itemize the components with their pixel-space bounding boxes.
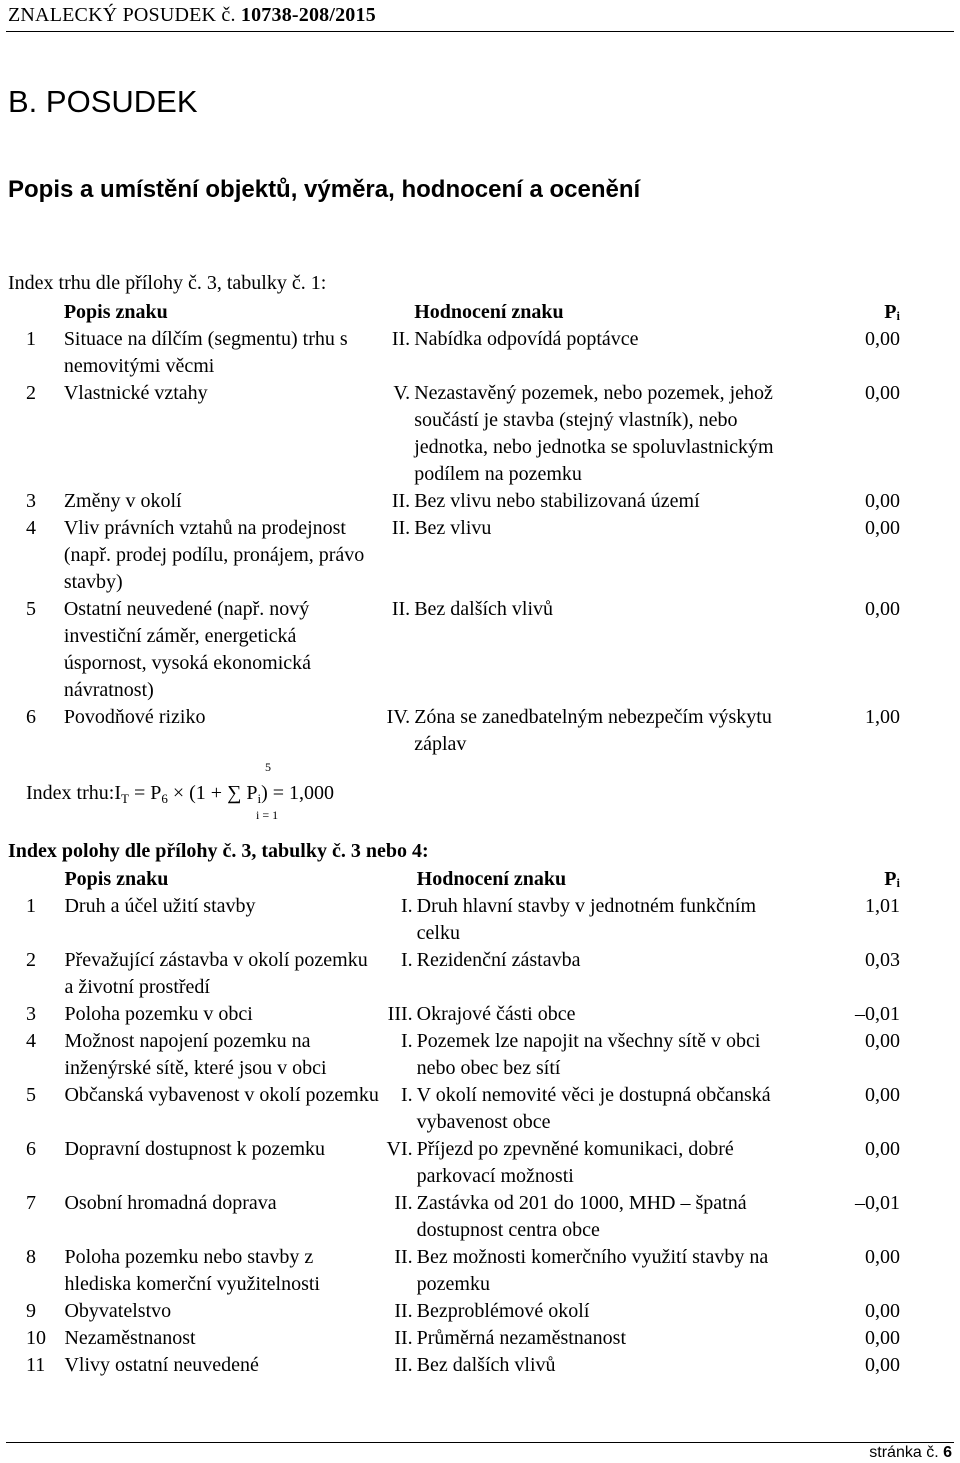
table-row: [0, 596, 960, 704]
table-row: [0, 515, 960, 596]
footer-label: stránka č.: [869, 1444, 939, 1461]
row-evaluation: Zóna se zanedbatelným nebezpečím výskytu záplav: [414, 706, 772, 755]
table-row: [0, 947, 960, 1001]
column-header-evaluation: Hodnocení znaku: [414, 301, 564, 323]
formula-label: Index trhu:: [26, 782, 115, 804]
row-grade: II.: [394, 1246, 413, 1268]
row-pi-value: 0,00: [865, 1246, 900, 1268]
row-pi-value: 0,00: [865, 328, 900, 350]
row-number: 2: [26, 382, 36, 404]
footer-divider: [6, 1442, 954, 1443]
row-description: Možnost napojení pozemku na inženýrské sítě, které jsou v obci: [64, 1030, 327, 1079]
row-description: Situace na dílčím (segmentu) trhu s nemovitými věcmi: [63, 328, 348, 377]
table-row: [0, 1001, 960, 1028]
table-row: [0, 488, 960, 515]
formula-it-subscript: T: [120, 791, 129, 806]
header-number: 10738-208/2015: [240, 4, 376, 26]
row-grade: I.: [400, 949, 413, 971]
column-header-pi: Pᵢ: [884, 868, 900, 890]
row-pi-value: 0,00: [865, 1138, 900, 1160]
row-pi-value: –0,01: [855, 1192, 900, 1214]
row-evaluation: Průměrná nezaměstnanost: [416, 1327, 627, 1349]
row-description: Převažující zástavba v okolí pozemku a životní prostředí: [64, 949, 368, 998]
row-evaluation: Bez vlivu: [414, 517, 492, 539]
row-description: Druh a účel užití stavby: [64, 895, 256, 917]
row-evaluation: Bez možnosti komerčního využití stavby na pozemku: [416, 1246, 769, 1295]
header-divider: [6, 31, 954, 32]
row-number: 5: [26, 598, 36, 620]
row-grade: II.: [391, 328, 411, 350]
row-grade: I.: [400, 1084, 413, 1106]
row-evaluation: Bezproblémové okolí: [416, 1300, 590, 1322]
row-description: Osobní hromadná doprava: [64, 1192, 277, 1214]
row-number: 1: [26, 328, 36, 350]
formula-result: ) = 1,000: [261, 782, 335, 804]
formula-p6: = P: [128, 782, 162, 804]
row-grade: II.: [394, 1354, 413, 1376]
row-pi-value: 0,00: [865, 1300, 900, 1322]
location-index-heading: Index polohy dle přílohy č. 3, tabulky č. 3 nebo 4:: [8, 840, 429, 862]
formula-sum-symbol: ∑: [227, 782, 242, 804]
row-description: Změny v okolí: [63, 490, 182, 512]
row-grade: V.: [393, 382, 411, 404]
table-row: [0, 1190, 960, 1244]
row-description: Poloha pozemku v obci: [64, 1003, 253, 1025]
formula-sum-lower: i = 1: [256, 808, 279, 822]
row-evaluation: Nabídka odpovídá poptávce: [414, 328, 639, 350]
table-row: [0, 1082, 960, 1136]
row-pi-value: 0,00: [865, 1327, 900, 1349]
row-number: 1: [26, 895, 36, 917]
row-pi-value: 1,00: [865, 706, 900, 728]
row-pi-value: 0,00: [865, 517, 900, 539]
column-header-description: Popis znaku: [64, 868, 169, 890]
row-grade: I.: [400, 895, 413, 917]
row-number: 8: [26, 1246, 36, 1268]
row-pi-value: 0,00: [865, 490, 900, 512]
formula-pi: P: [241, 782, 258, 804]
row-description: Občanská vybavenost v okolí pozemku: [64, 1084, 379, 1106]
formula-mid: × (1 +: [167, 782, 228, 804]
row-evaluation: Bez dalších vlivů: [414, 598, 554, 620]
row-number: 9: [26, 1300, 36, 1322]
document-header: [8, 4, 376, 27]
column-header-evaluation: Hodnocení znaku: [416, 868, 567, 890]
formula-it: I: [114, 782, 121, 804]
row-grade: II.: [391, 598, 411, 620]
header-title: ZNALECKÝ POSUDEK č.: [8, 4, 236, 26]
row-pi-value: 0,00: [865, 1030, 900, 1052]
row-pi-value: –0,01: [855, 1003, 900, 1025]
row-pi-value: 0,00: [865, 1354, 900, 1376]
row-evaluation: Bez dalších vlivů: [416, 1354, 556, 1376]
row-evaluation: Zastávka od 201 do 1000, MHD – špatná dostupnost centra obce: [416, 1192, 747, 1241]
market-index-table: [0, 299, 960, 758]
row-description: Vlastnické vztahy: [63, 382, 208, 404]
row-pi-value: 1,01: [865, 895, 900, 917]
row-evaluation: Rezidenční zástavba: [416, 949, 581, 971]
row-grade: VI.: [386, 1138, 413, 1160]
table-header-row: [0, 299, 960, 326]
row-evaluation: Pozemek lze napojit na všechny sítě v obci nebo obec bez sítí: [416, 1030, 761, 1079]
table-row: [0, 380, 960, 488]
row-evaluation: Druh hlavní stavby v jednotném funkčním celku: [416, 895, 757, 944]
formula-pi-subscript: i: [257, 791, 262, 806]
row-number: 5: [26, 1084, 36, 1106]
row-evaluation: Nezastavěný pozemek, nebo pozemek, jehož součástí je stavba (stejný vlastník), nebo jednotka, nebo jednotka se spoluvlastnickým podílem na pozemku: [414, 382, 774, 485]
row-number: 4: [26, 517, 36, 539]
formula-p6-subscript: 6: [161, 791, 168, 806]
formula-sum-upper: 5: [265, 760, 271, 774]
row-number: 2: [26, 949, 36, 971]
row-pi-value: 0,00: [865, 598, 900, 620]
table-row: [0, 1244, 960, 1298]
table-row: [0, 1325, 960, 1352]
row-grade: II.: [391, 517, 411, 539]
page-number: 6: [943, 1444, 952, 1461]
row-number: 3: [26, 490, 36, 512]
row-number: 6: [26, 706, 36, 728]
row-description: Povodňové riziko: [63, 706, 206, 728]
row-number: 11: [26, 1354, 46, 1376]
row-grade: II.: [394, 1192, 413, 1214]
table-header-row: [0, 866, 960, 893]
table-row: [0, 1298, 960, 1325]
table-row: [0, 893, 960, 947]
table-row: [0, 1352, 960, 1379]
row-description: Poloha pozemku nebo stavby z hlediska komerční využitelnosti: [64, 1246, 320, 1295]
row-number: 7: [26, 1192, 36, 1214]
row-number: 3: [26, 1003, 36, 1025]
row-description: Vlivy ostatní neuvedené: [64, 1354, 259, 1376]
row-grade: II.: [391, 490, 411, 512]
row-number: 6: [26, 1138, 36, 1160]
table-row: [0, 704, 960, 758]
row-pi-value: 0,00: [865, 1084, 900, 1106]
market-index-heading: Index trhu dle přílohy č. 3, tabulky č. 1:: [8, 272, 327, 294]
row-description: Vliv právních vztahů na prodejnost (např. prodej podílu, pronájem, právo stavby): [63, 517, 365, 593]
table-row: [0, 1028, 960, 1082]
row-evaluation: Okrajové části obce: [416, 1003, 576, 1025]
section-subtitle: Popis a umístění objektů, výměra, hodnocení a ocenění: [8, 176, 641, 203]
column-header-pi: Pᵢ: [884, 301, 900, 323]
row-grade: II.: [394, 1300, 413, 1322]
row-description: Nezaměstnanost: [64, 1327, 196, 1349]
table-row: [0, 326, 960, 380]
section-title: B. POSUDEK: [8, 84, 198, 119]
row-grade: II.: [394, 1327, 413, 1349]
row-grade: I.: [400, 1030, 413, 1052]
row-evaluation: Bez vlivu nebo stabilizovaná území: [414, 490, 700, 512]
table-row: [0, 1136, 960, 1190]
row-pi-value: 0,03: [865, 949, 900, 971]
location-index-table: [0, 866, 960, 1379]
row-description: Dopravní dostupnost k pozemku: [64, 1138, 325, 1160]
row-evaluation: Příjezd po zpevněné komunikaci, dobré parkovací možnosti: [416, 1138, 734, 1187]
row-number: 10: [26, 1327, 46, 1349]
column-header-description: Popis znaku: [63, 301, 168, 323]
page-footer: [869, 1444, 952, 1462]
row-evaluation: V okolí nemovité věci je dostupná občanská vybavenost obce: [416, 1084, 771, 1133]
market-index-formula: [26, 782, 334, 807]
row-grade: IV.: [386, 706, 411, 728]
row-grade: III.: [387, 1003, 413, 1025]
row-description: Ostatní neuvedené (např. nový investiční záměr, energetická úspornost, vysoká ekonomická návratnost): [63, 598, 311, 701]
row-description: Obyvatelstvo: [64, 1300, 172, 1322]
row-pi-value: 0,00: [865, 382, 900, 404]
row-number: 4: [26, 1030, 36, 1052]
